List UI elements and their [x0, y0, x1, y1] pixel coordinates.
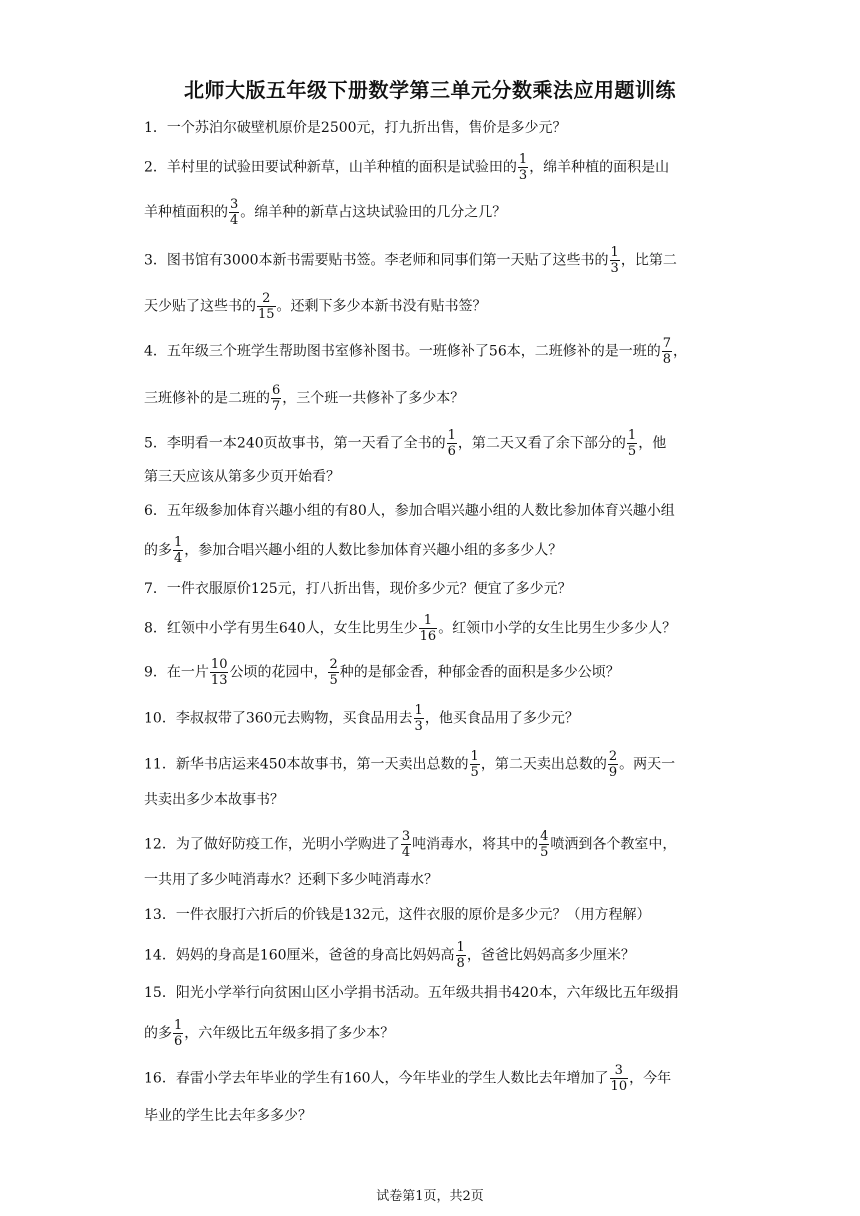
question-text: ，第二天又看了余下部分的 [457, 435, 626, 452]
fraction: $\frac{1}{5}$ [627, 428, 637, 459]
question-12 [144, 829, 729, 860]
question-text: 3．图书馆有3000本新书需要贴书签。李老师和同事们第一天贴了这些书的 [144, 252, 609, 269]
question-text: 的多 [144, 1025, 172, 1042]
question-text: 种的是郁金香，种郁金香的面积是多少公顷？ [339, 664, 620, 681]
question-6-line-2 [144, 535, 729, 566]
question-text: 的多 [144, 542, 172, 559]
question-text: 2．羊村里的试验田要试种新草，山羊种植的面积是试验田的 [144, 159, 517, 176]
question-3 [144, 245, 729, 276]
fraction: $\frac{1}{16}$ [419, 613, 437, 644]
question-5 [144, 428, 729, 459]
fraction: $\frac{1}{3}$ [414, 703, 423, 734]
fraction: $\frac{3}{4}$ [401, 829, 411, 860]
question-1 [144, 118, 729, 138]
question-text: 6．五年级参加体育兴趣小组的有80人，参加合唱兴趣小组的人数比参加体育兴趣小组 [144, 503, 675, 519]
question-text: 。绵羊种的新草占这块试验田的几分之几？ [240, 204, 507, 221]
question-8 [144, 613, 729, 644]
question-text: 一共用了多少吨消毒水？还剩下多少吨消毒水？ [144, 872, 438, 888]
question-text: 。红领巾小学的女生比男生少多少人？ [438, 620, 677, 637]
question-15-line-2 [144, 1018, 729, 1049]
question-text: ，三个班一共修补了多少本？ [282, 390, 465, 407]
question-15 [144, 983, 729, 1003]
question-12-line-2 [144, 870, 729, 890]
question-text: 羊种植面积的 [144, 204, 228, 221]
question-text: 10．李叔叔带了360元去购物，买食品用去 [144, 710, 413, 727]
question-9 [144, 657, 729, 688]
fraction: $\frac{7}{8}$ [662, 336, 672, 367]
question-16-line-2 [144, 1106, 729, 1126]
fraction: $\frac{3}{10}$ [610, 1063, 628, 1094]
fraction: $\frac{4}{5}$ [540, 829, 549, 860]
question-text: ，参加合唱兴趣小组的人数比参加体育兴趣小组的多多少人？ [184, 542, 563, 559]
question-6 [144, 501, 729, 521]
question-text: ，爸爸比妈妈高多少厘米？ [466, 947, 635, 964]
question-text: ，他买食品用了多少元？ [424, 710, 579, 727]
fraction: $\frac{6}{7}$ [272, 383, 281, 414]
fraction: $\frac{1}{6}$ [447, 428, 456, 459]
question-text: 7．一件衣服原价125元，打八折出售，现价多少元？便宜了多少元？ [144, 581, 572, 597]
question-text: ，他 [638, 435, 667, 452]
question-text: ，六年级比五年级多捐了多少本？ [184, 1025, 395, 1042]
question-text: 13．一件衣服打六折后的价钱是132元，这件衣服的原价是多少元？（用方程解） [144, 907, 651, 923]
question-text: 1．一个苏泊尔破壁机原价是2500元，打九折出售，售价是多少元？ [144, 120, 567, 136]
fraction: $\frac{1}{6}$ [174, 1018, 183, 1049]
question-text: 公顷的花园中， [229, 664, 328, 681]
question-text: 12．为了做好防疫工作，光明小学购进了 [144, 836, 400, 853]
fraction: $\frac{1}{8}$ [456, 940, 465, 971]
question-2 [144, 152, 729, 183]
question-10 [144, 703, 729, 734]
question-text: 16．春雷小学去年毕业的学生有160人，今年毕业的学生人数比去年增加了 [144, 1070, 609, 1087]
question-text: 14．妈妈的身高是160厘米，爸爸的身高比妈妈高 [144, 947, 455, 964]
question-13 [144, 905, 729, 925]
question-text: 4．五年级三个班学生帮助图书室修补图书。一班修补了56本，二班修补的是一班的 [144, 343, 661, 360]
question-text: 喷洒到各个教室中， [550, 836, 677, 853]
fraction: $\frac{3}{4}$ [230, 197, 239, 228]
question-text: 第三天应该从第多少页开始看？ [144, 469, 340, 485]
question-16 [144, 1063, 729, 1094]
question-text: 5．李明看一本240页故事书，第一天看了全书的 [144, 435, 446, 452]
fraction: $\frac{2}{5}$ [329, 657, 338, 688]
question-text: ，绵羊种植的面积是山 [529, 159, 670, 176]
question-14 [144, 940, 729, 971]
question-text: 。还剩下多少本新书没有贴书签？ [276, 298, 487, 315]
fraction: $\frac{1}{3}$ [610, 245, 619, 276]
question-text: ，比第二 [620, 252, 677, 269]
question-7 [144, 579, 729, 599]
page-title: 北师大版五年级下册数学第三单元分数乘法应用题训练 [184, 78, 676, 102]
question-text: ，第二天卖出总数的 [480, 756, 607, 773]
fraction: $\frac{1}{3}$ [518, 152, 528, 183]
question-11-line-2 [144, 790, 729, 810]
question-4-line-2 [144, 383, 729, 414]
fraction: $\frac{10}{13}$ [210, 657, 228, 688]
fraction: $\frac{2}{9}$ [608, 749, 618, 780]
question-2-line-2 [144, 197, 729, 228]
question-text: 吨消毒水，将其中的 [412, 836, 539, 853]
question-text: 15．阳光小学举行向贫困山区小学捐书活动。五年级共捐书420本，六年级比五年级捐 [144, 985, 679, 1001]
question-text: 9．在一片 [144, 664, 209, 681]
question-11 [144, 749, 729, 780]
question-text: 毕业的学生比去年多多少？ [144, 1108, 312, 1124]
question-3-line-2 [144, 291, 729, 322]
question-text: ，今年 [629, 1070, 672, 1087]
question-text: 共卖出多少本故事书？ [144, 792, 284, 808]
fraction: $\frac{1}{4}$ [174, 535, 183, 566]
fraction: $\frac{1}{5}$ [470, 749, 479, 780]
question-text: 。两天一 [619, 756, 676, 773]
question-text: 8．红领中小学有男生640人，女生比男生少 [144, 620, 418, 637]
fraction: $\frac{2}{15}$ [258, 291, 275, 322]
question-text: 11．新华书店运来450本故事书，第一天卖出总数的 [144, 756, 469, 773]
question-5-line-2 [144, 467, 729, 487]
page-footer: 试卷第1页，共2页 [376, 1189, 484, 1204]
question-text: 天少贴了这些书的 [144, 298, 256, 315]
question-text: ， [673, 343, 688, 360]
question-4 [144, 336, 729, 367]
question-text: 三班修补的是二班的 [144, 390, 270, 407]
